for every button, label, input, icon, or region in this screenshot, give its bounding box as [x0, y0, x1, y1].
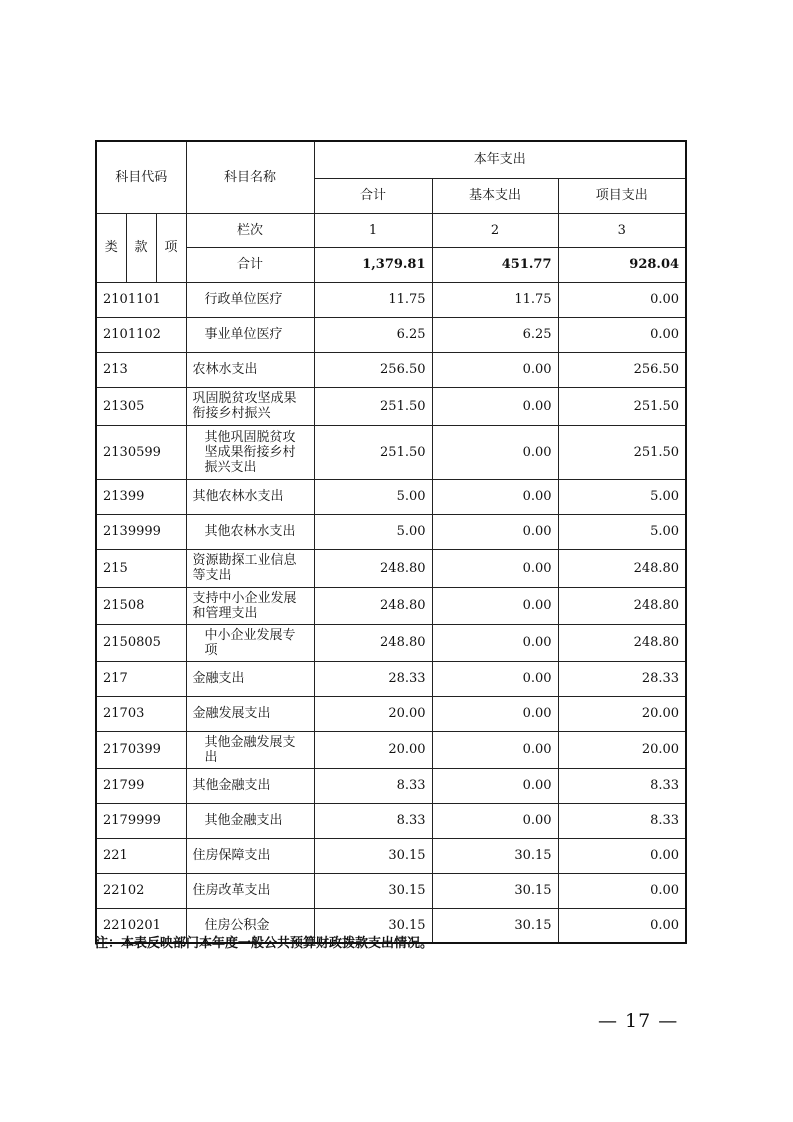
total-amount-cell: 8.33 — [314, 803, 432, 838]
basic-amount-cell: 0.00 — [432, 514, 558, 549]
table-row — [96, 838, 686, 873]
subject-code-cell: 217 — [96, 661, 186, 696]
header-current-year: 本年支出 — [314, 141, 686, 178]
header-column-row-label: 栏次 — [186, 213, 314, 247]
total-amount-cell: 251.50 — [314, 387, 432, 425]
header-col3: 3 — [558, 213, 686, 247]
table-row — [96, 387, 686, 425]
subject-name-cell: 其他农林水支出 — [186, 514, 314, 549]
header-subject-name: 科目名称 — [186, 141, 314, 213]
basic-amount-cell: 0.00 — [432, 387, 558, 425]
subject-name-cell: 其他金融发展支出 — [186, 731, 314, 768]
subject-code-cell: 21799 — [96, 768, 186, 803]
subject-code-cell: 21508 — [96, 587, 186, 624]
header-xiang: 项 — [156, 213, 186, 282]
table-row — [96, 731, 686, 768]
subject-code-cell: 215 — [96, 549, 186, 587]
subject-code-cell: 221 — [96, 838, 186, 873]
subject-code-cell: 2139999 — [96, 514, 186, 549]
basic-amount-cell: 0.00 — [432, 624, 558, 661]
subject-code-cell: 2101102 — [96, 317, 186, 352]
table-row — [96, 803, 686, 838]
project-amount-cell: 251.50 — [558, 425, 686, 479]
project-amount-cell: 0.00 — [558, 317, 686, 352]
basic-amount-cell: 0.00 — [432, 731, 558, 768]
total-amount-cell: 30.15 — [314, 838, 432, 873]
project-amount-cell: 248.80 — [558, 587, 686, 624]
basic-amount-cell: 30.15 — [432, 908, 558, 943]
basic-amount-cell: 0.00 — [432, 661, 558, 696]
grand-total-value: 1,379.81 — [314, 247, 432, 282]
subject-code-cell: 2150805 — [96, 624, 186, 661]
header-total: 合计 — [314, 178, 432, 213]
basic-amount-cell: 0.00 — [432, 696, 558, 731]
subject-code-cell: 2170399 — [96, 731, 186, 768]
project-amount-cell: 28.33 — [558, 661, 686, 696]
total-amount-cell: 30.15 — [314, 908, 432, 943]
subject-name-cell: 行政单位医疗 — [186, 282, 314, 317]
subject-name-cell: 中小企业发展专项 — [186, 624, 314, 661]
basic-amount-cell: 30.15 — [432, 838, 558, 873]
basic-amount-cell: 0.00 — [432, 479, 558, 514]
project-amount-cell: 8.33 — [558, 768, 686, 803]
table-row — [96, 479, 686, 514]
total-amount-cell: 248.80 — [314, 549, 432, 587]
subject-code-cell: 21703 — [96, 696, 186, 731]
project-amount-cell: 0.00 — [558, 873, 686, 908]
project-amount-cell: 0.00 — [558, 282, 686, 317]
total-amount-cell: 20.00 — [314, 731, 432, 768]
subject-code-cell: 2210201 — [96, 908, 186, 943]
header-subject-code: 科目代码 — [96, 141, 186, 213]
basic-amount-cell: 0.00 — [432, 425, 558, 479]
basic-amount-cell: 0.00 — [432, 587, 558, 624]
total-amount-cell: 28.33 — [314, 661, 432, 696]
project-amount-cell: 20.00 — [558, 731, 686, 768]
subject-code-cell: 2179999 — [96, 803, 186, 838]
table-row — [96, 514, 686, 549]
total-amount-cell: 8.33 — [314, 768, 432, 803]
table-row — [96, 549, 686, 587]
total-amount-cell: 251.50 — [314, 425, 432, 479]
basic-amount-cell: 0.00 — [432, 352, 558, 387]
subject-name-cell: 住房保障支出 — [186, 838, 314, 873]
basic-amount-cell: 11.75 — [432, 282, 558, 317]
basic-amount-cell: 30.15 — [432, 873, 558, 908]
basic-amount-cell: 0.00 — [432, 549, 558, 587]
table-row — [96, 425, 686, 479]
subject-name-cell: 住房改革支出 — [186, 873, 314, 908]
total-amount-cell: 5.00 — [314, 479, 432, 514]
subject-name-cell: 巩固脱贫攻坚成果衔接乡村振兴 — [186, 387, 314, 425]
total-amount-cell: 256.50 — [314, 352, 432, 387]
project-amount-cell: 5.00 — [558, 479, 686, 514]
subject-name-cell: 支持中小企业发展和管理支出 — [186, 587, 314, 624]
subject-code-cell: 2130599 — [96, 425, 186, 479]
project-amount-cell: 0.00 — [558, 908, 686, 943]
total-amount-cell: 6.25 — [314, 317, 432, 352]
basic-amount-cell: 0.00 — [432, 768, 558, 803]
project-amount-cell: 248.80 — [558, 549, 686, 587]
project-amount-cell: 0.00 — [558, 838, 686, 873]
table-row — [96, 661, 686, 696]
subject-name-cell: 资源勘探工业信息等支出 — [186, 549, 314, 587]
header-col1: 1 — [314, 213, 432, 247]
project-amount-cell: 20.00 — [558, 696, 686, 731]
table-row — [96, 696, 686, 731]
header-basic: 基本支出 — [432, 178, 558, 213]
project-amount-cell: 251.50 — [558, 387, 686, 425]
subject-name-cell: 其他农林水支出 — [186, 479, 314, 514]
header-lei: 类 — [96, 213, 126, 282]
table-row — [96, 587, 686, 624]
total-amount-cell: 248.80 — [314, 587, 432, 624]
total-amount-cell: 11.75 — [314, 282, 432, 317]
subject-name-cell: 农林水支出 — [186, 352, 314, 387]
basic-amount-cell: 6.25 — [432, 317, 558, 352]
grand-project-value: 928.04 — [558, 247, 686, 282]
total-amount-cell: 20.00 — [314, 696, 432, 731]
table-row — [96, 352, 686, 387]
basic-amount-cell: 0.00 — [432, 803, 558, 838]
subject-name-cell: 金融发展支出 — [186, 696, 314, 731]
project-amount-cell: 256.50 — [558, 352, 686, 387]
table-row — [96, 624, 686, 661]
subject-code-cell: 21399 — [96, 479, 186, 514]
grand-basic-value: 451.77 — [432, 247, 558, 282]
table-row — [96, 317, 686, 352]
header-col2: 2 — [432, 213, 558, 247]
subject-name-cell: 其他巩固脱贫攻坚成果衔接乡村振兴支出 — [186, 425, 314, 479]
header-project: 项目支出 — [558, 178, 686, 213]
subject-code-cell: 22102 — [96, 873, 186, 908]
subject-name-cell: 其他金融支出 — [186, 768, 314, 803]
total-amount-cell: 30.15 — [314, 873, 432, 908]
subject-code-cell: 213 — [96, 352, 186, 387]
page-number: — 17 — — [598, 1010, 679, 1032]
table-note: 注：本表反映部门本年度一般公共预算财政拨款支出情况。 — [95, 936, 434, 951]
project-amount-cell: 248.80 — [558, 624, 686, 661]
header-kuan: 款 — [126, 213, 156, 282]
project-amount-cell: 5.00 — [558, 514, 686, 549]
subject-name-cell: 其他金融支出 — [186, 803, 314, 838]
total-amount-cell: 5.00 — [314, 514, 432, 549]
subject-name-cell: 事业单位医疗 — [186, 317, 314, 352]
expenditure-table — [95, 140, 687, 944]
subject-name-cell: 金融支出 — [186, 661, 314, 696]
total-amount-cell: 248.80 — [314, 624, 432, 661]
subject-code-cell: 2101101 — [96, 282, 186, 317]
project-amount-cell: 8.33 — [558, 803, 686, 838]
table-row — [96, 282, 686, 317]
table-row — [96, 873, 686, 908]
table-row — [96, 768, 686, 803]
subject-code-cell: 21305 — [96, 387, 186, 425]
grand-total-label: 合计 — [186, 247, 314, 282]
subject-name-cell: 住房公积金 — [186, 908, 314, 943]
